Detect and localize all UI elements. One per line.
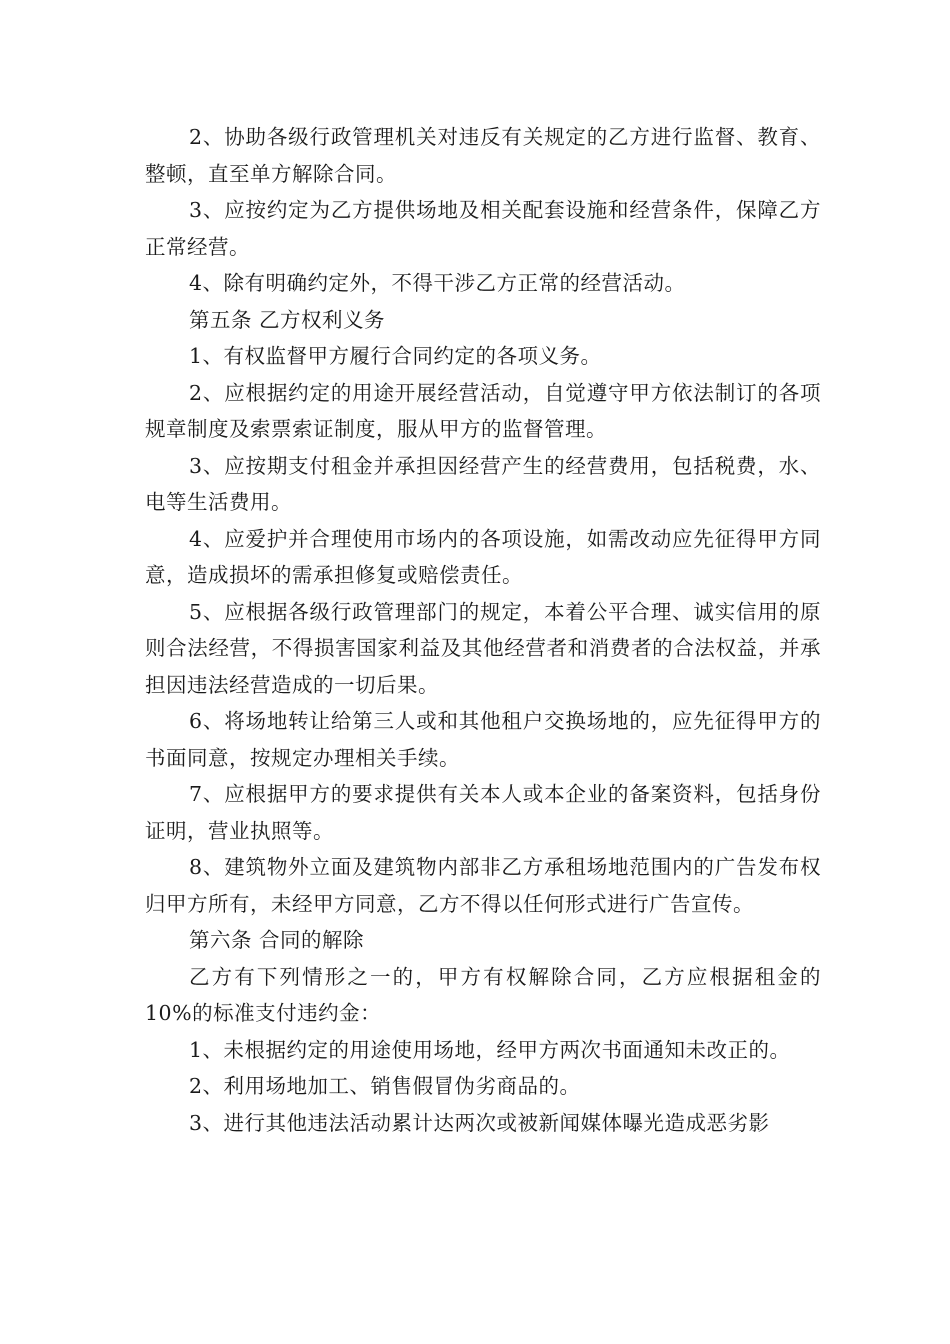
paragraph: 乙方有下列情形之一的，甲方有权解除合同，乙方应根据租金的 10%的标准支付违约金： [145, 964, 821, 1025]
paragraph: 6、将场地转让给第三人或和其他租户交换场地的，应先征得甲方的书面同意，按规定办理相关手续。 [145, 709, 821, 770]
document-body [145, 119, 821, 1141]
paragraph: 1、有权监督甲方履行合同约定的各项义务。 [189, 344, 602, 368]
paragraph: 7、应根据甲方的要求提供有关本人或本企业的备案资料，包括身份证明，营业执照等。 [145, 782, 821, 843]
paragraph: 4、除有明确约定外，不得干涉乙方正常的经营活动。 [189, 271, 686, 295]
paragraph: 3、应按约定为乙方提供场地及相关配套设施和经营条件，保障乙方正常经营。 [145, 198, 821, 259]
paragraph: 5、应根据各级行政管理部门的规定，本着公平合理、诚实信用的原则合法经营，不得损害国家利益及其他经营者和消费者的合法权益，并承担因违法经营造成的一切后果。 [145, 599, 821, 697]
paragraph: 1、未根据约定的用途使用场地，经甲方两次书面通知未改正的。 [189, 1037, 791, 1062]
paragraph: 3、应按期支付租金并承担因经营产生的经营费用，包括税费，水、电等生活费用。 [145, 453, 821, 514]
paragraph: 2、协助各级行政管理机关对违反有关规定的乙方进行监督、教育、整顿，直至单方解除合同。 [145, 125, 821, 186]
paragraph: 2、利用场地加工、销售假冒伪劣商品的。 [189, 1074, 581, 1098]
section-heading: 第五条 乙方权利义务 [189, 307, 386, 332]
paragraph: 4、应爱护并合理使用市场内的各项设施，如需改动应先征得甲方同意，造成损坏的需承担修复或赔偿责任。 [145, 526, 821, 587]
paragraph: 2、应根据约定的用途开展经营活动，自觉遵守甲方依法制订的各项规章制度及索票索证制度，服从甲方的监督管理。 [145, 380, 821, 441]
paragraph: 3、进行其他违法活动累计达两次或被新闻媒体曝光造成恶劣影 [189, 1110, 770, 1135]
section-heading: 第六条 合同的解除 [189, 928, 365, 952]
paragraph: 8、建筑物外立面及建筑物内部非乙方承租场地范围内的广告发布权归甲方所有，未经甲方同意，乙方不得以任何形式进行广告宣传。 [145, 855, 821, 916]
